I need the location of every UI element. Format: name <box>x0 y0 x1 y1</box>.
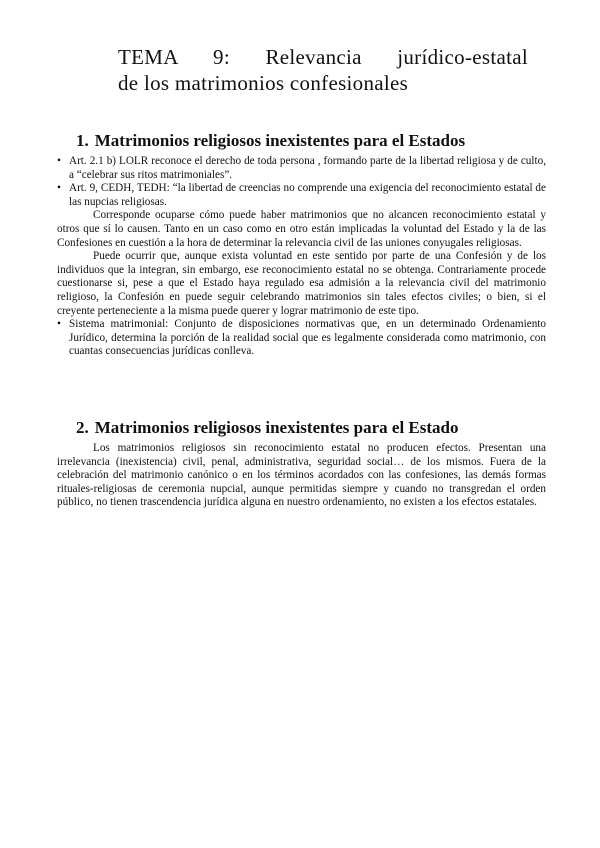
bullet-item-lolr: • Art. 2.1 b) LOLR reconoce el derecho de toda persona , formando parte de la libertad religiosa y de culto, a “celebrar sus ritos matrimoniales”. <box>57 155 546 182</box>
section-1-heading <box>76 131 465 151</box>
bullet-item-sistema-matrimonial: • Sistema matrimonial: Conjunto de disposiciones normativas que, en un determinado Ordenamiento Jurídico, determina la porción de la realidad social que es legalmente considerada como matrimonio, con cuantas consecuencias jurídicas conlleva. <box>57 318 546 359</box>
section-2-body <box>57 442 546 510</box>
title-line-1: TEMA 9: Relevancia jurídico-estatal <box>118 45 528 69</box>
section-2-heading <box>76 418 459 438</box>
section-1-body <box>57 155 546 359</box>
section-2-number: 2. <box>76 418 89 437</box>
section-1-number: 1. <box>76 131 89 150</box>
paragraph-efectos: Los matrimonios religiosos sin reconocimiento estatal no producen efectos. Presentan una irrelevancia (inexistencia) civil, penal, administrativa, seguridad social… de los mismos. Fuera de la celebración del matrimonio canónico o en los términos acordados con las confesiones, las demás formas rituales-religiosas de ceremonia nupcial, aunque permitidas siempre y cuando no transgredan el orden público, no tienen trascendencia jurídica alguna en nuestro ordenamiento, no existen a los efectos estatales. <box>57 442 546 509</box>
paragraph-voluntad: Puede ocurrir que, aunque exista voluntad en este sentido por parte de una Confesión y de los individuos que la integran, sin embargo, ese reconocimiento estatal no se obtenga. Contrariamente procede cuestionarse si, pese a que el Estado haya regulado esa admisión a la relevancia civil del matrimonio religioso, la Confesión en puede seguir celebrando matrimonios sin tales efectos civiles; o bien, si el creyente perteneciente a la misma puede querer y lograr matrimonio de este tipo. <box>57 250 546 317</box>
section-1-heading-text: Matrimonios religiosos inexistentes para el Estados <box>94 131 466 150</box>
page-title <box>118 44 528 96</box>
paragraph-reconocimiento: Corresponde ocuparse cómo puede haber matrimonios que no alcancen reconocimiento estatal y otros que sí lo causen. Tanto en un caso como en otro están implicadas la voluntad del Estado y la de las Confesiones en cuestión a la hora de determinar la relevancia civil de las uniones conyugales religiosas. <box>57 209 546 249</box>
bullet-item-cedh: • Art. 9, CEDH, TEDH: “la libertad de creencias no comprende una exigencia del reconocimiento estatal de las nupcias religiosas. <box>57 182 546 209</box>
section-2-heading-text: Matrimonios religiosos inexistentes para el Estado <box>94 418 459 437</box>
title-line-2: de los matrimonios confesionales <box>118 71 409 95</box>
